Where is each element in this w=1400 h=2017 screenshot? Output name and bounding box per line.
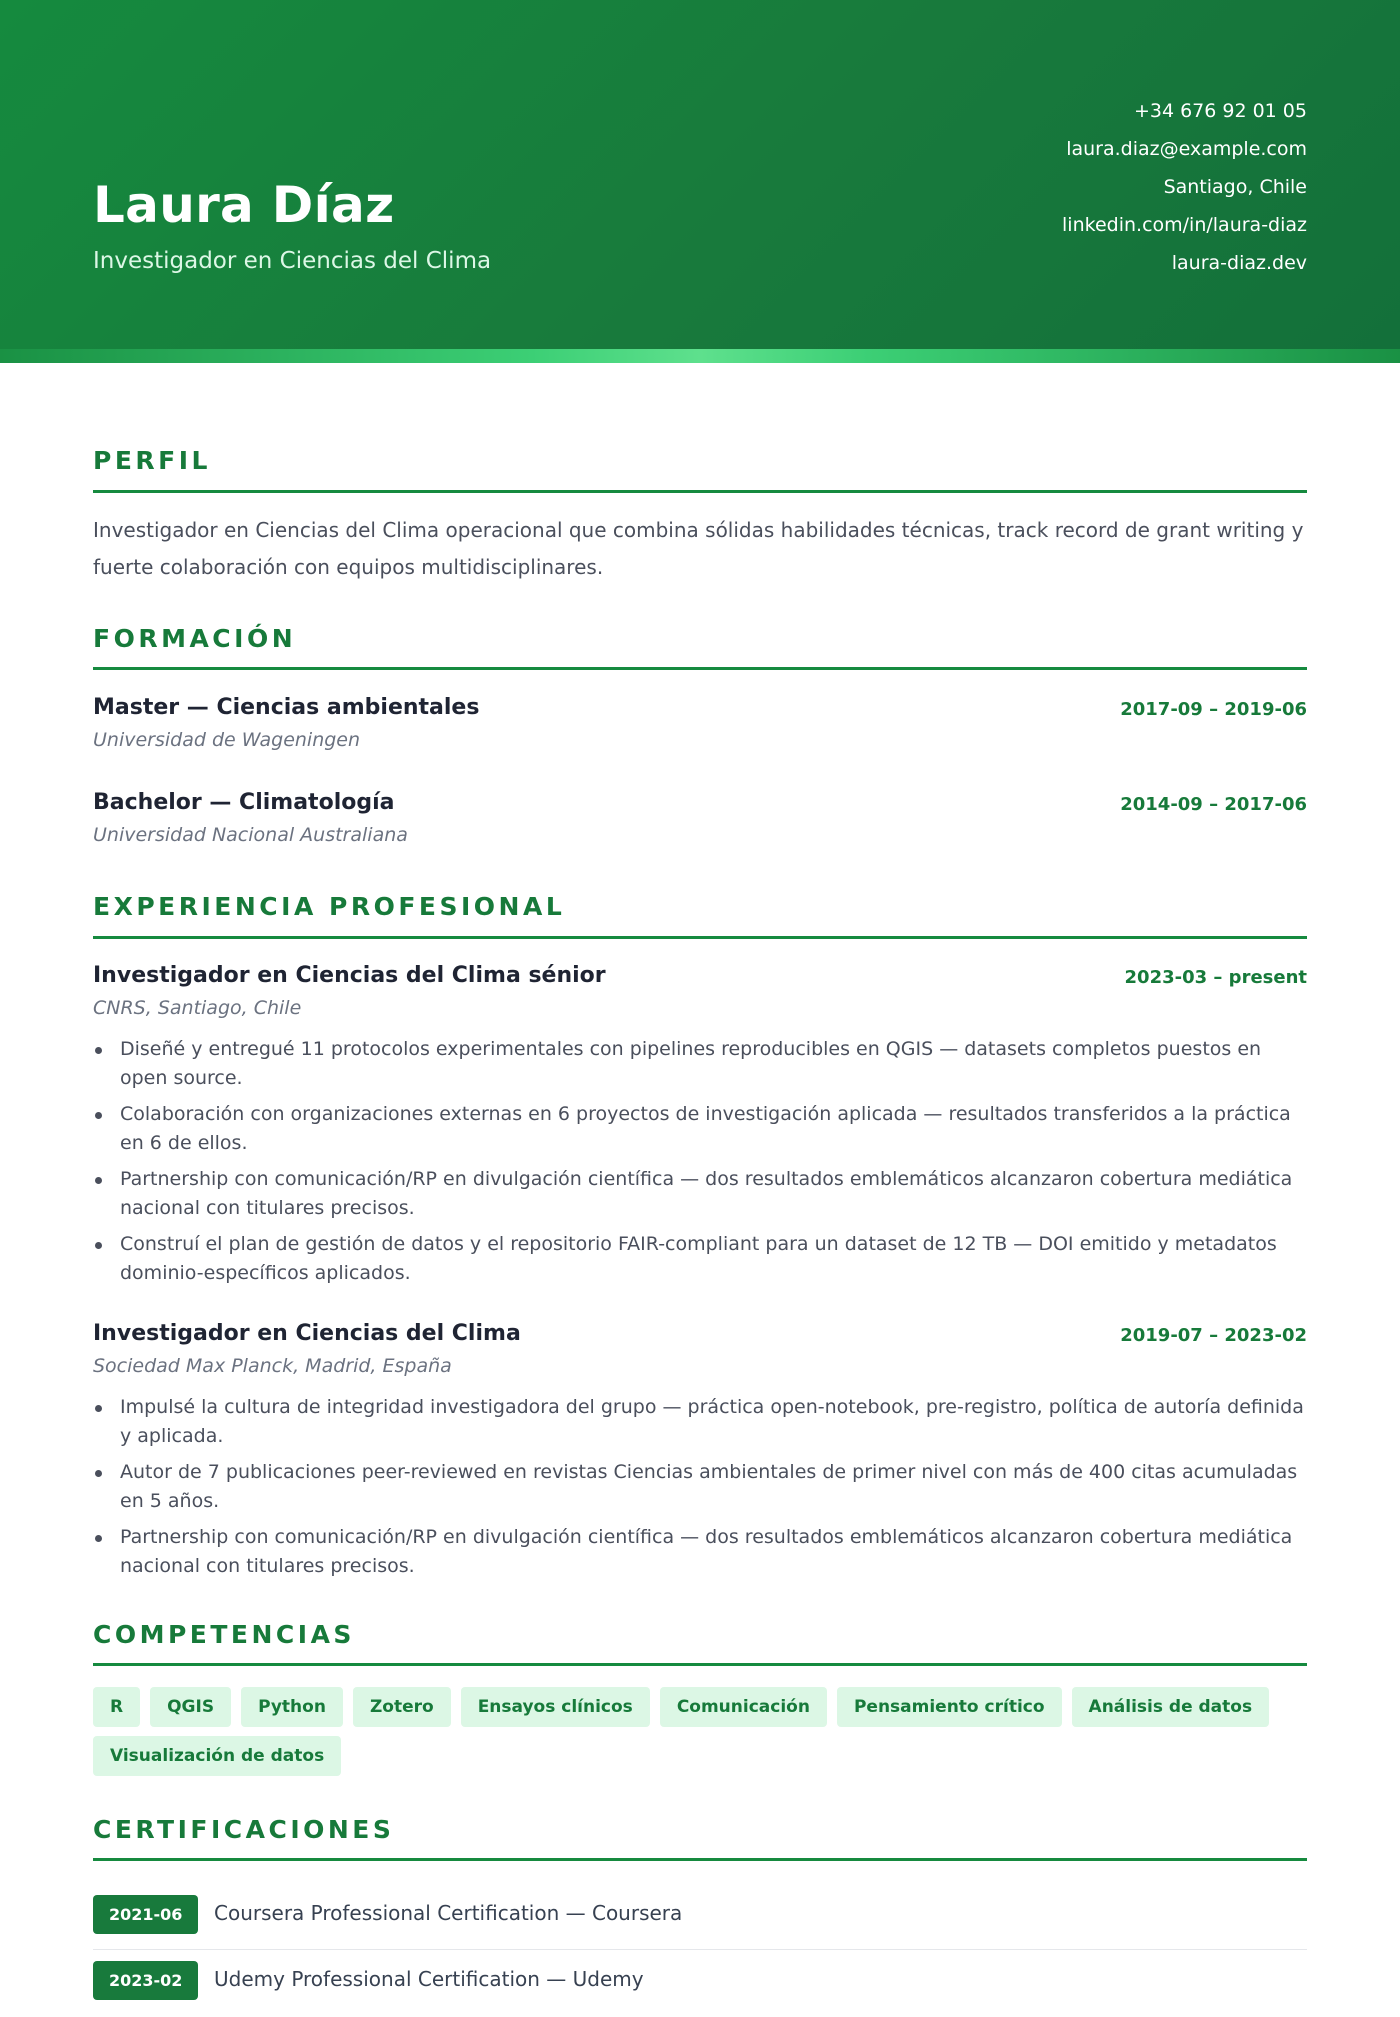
profile-summary: Investigador en Ciencias del Clima operacional que combina sólidas habilidades técnicas, track record de grant writing y fuerte colaboración con equipos multidisciplinares. bbox=[93, 518, 1304, 579]
list-item: Partnership con comunicación/RP en divulgación científica — dos resultados emblemáticos alcanzaron cobertura mediática nacional con titulares precisos. bbox=[93, 1523, 1307, 1581]
education-degree: Bachelor — Climatología bbox=[93, 790, 395, 815]
certification-name: Udemy Professional Certification — Udemy bbox=[214, 1967, 644, 1991]
contact-linkedin[interactable]: linkedin.com/in/laura-diaz bbox=[1062, 214, 1307, 236]
job-dates: 2023-03 – present bbox=[1124, 967, 1307, 988]
list-item: Colaboración con organizaciones externas en 6 proyectos de investigación aplicada — resultados transferidos a la práctica en 6 de ellos. bbox=[93, 1100, 1307, 1158]
job-organization: Sociedad Max Planck, Madrid, España bbox=[93, 1355, 452, 1377]
section-divider bbox=[93, 1663, 1307, 1666]
job-dates: 2019-07 – 2023-02 bbox=[1120, 1325, 1307, 1346]
contact-website[interactable]: laura-diaz.dev bbox=[1171, 252, 1307, 274]
job-role: Investigador en Ciencias del Clima sénior bbox=[93, 963, 606, 988]
skill-chip: R bbox=[93, 1687, 140, 1727]
skill-chip: Comunicación bbox=[660, 1687, 827, 1727]
contact-phone: +34 676 92 01 05 bbox=[1133, 100, 1307, 122]
education-degree: Master — Ciencias ambientales bbox=[93, 695, 480, 720]
list-item: Diseñé y entregué 11 protocolos experimentales con pipelines reproducibles en QGIS — datasets completos puestos en open source. bbox=[93, 1035, 1307, 1093]
skill-chip: Pensamiento crítico bbox=[837, 1687, 1062, 1727]
list-item: Autor de 7 publicaciones peer-reviewed en revistas Ciencias ambientales de primer nivel con más de 400 citas acumuladas en 5 años. bbox=[93, 1458, 1307, 1516]
section-divider bbox=[93, 667, 1307, 670]
job-organization: CNRS, Santiago, Chile bbox=[93, 997, 302, 1019]
education-school: Universidad de Wageningen bbox=[93, 729, 361, 751]
certification-item bbox=[93, 1895, 1307, 1951]
section-title-profile: PERFIL bbox=[93, 446, 211, 475]
section-title-experience: EXPERIENCIA PROFESIONAL bbox=[93, 892, 566, 921]
section-title-skills: COMPETENCIAS bbox=[93, 1620, 355, 1649]
contact-list bbox=[807, 96, 1307, 286]
skill-chip: Ensayos clínicos bbox=[461, 1687, 650, 1727]
contact-location: Santiago, Chile bbox=[1163, 176, 1307, 198]
list-item: Partnership con comunicación/RP en divulgación científica — dos resultados emblemáticos alcanzaron cobertura mediática nacional con titulares precisos. bbox=[93, 1165, 1307, 1223]
section-divider bbox=[93, 1858, 1307, 1861]
certification-divider bbox=[93, 1949, 1307, 1950]
education-school: Universidad Nacional Australiana bbox=[93, 824, 408, 846]
header-accent-bar bbox=[0, 349, 1400, 363]
section-title-education: FORMACIÓN bbox=[93, 624, 297, 653]
skills-list bbox=[93, 1687, 1307, 1785]
skill-chip: Visualización de datos bbox=[93, 1736, 341, 1776]
skill-chip: Zotero bbox=[353, 1687, 451, 1727]
section-divider bbox=[93, 490, 1307, 493]
list-item: Construí el plan de gestión de datos y el repositorio FAIR-compliant para un dataset de 12 TB — DOI emitido y metadatos dominio-específicos aplicados. bbox=[93, 1230, 1307, 1288]
education-dates: 2014-09 – 2017-06 bbox=[1120, 794, 1307, 815]
contact-email[interactable]: laura.diaz@example.com bbox=[1066, 138, 1307, 160]
certification-date-badge: 2021-06 bbox=[93, 1895, 198, 1934]
skill-chip: Análisis de datos bbox=[1072, 1687, 1270, 1727]
candidate-title: Investigador en Ciencias del Clima bbox=[93, 248, 492, 274]
education-dates: 2017-09 – 2019-06 bbox=[1120, 699, 1307, 720]
list-item: Impulsé la cultura de integridad investigadora del grupo — práctica open-notebook, pre-registro, política de autoría definida y aplicada. bbox=[93, 1393, 1307, 1451]
skill-chip: QGIS bbox=[150, 1687, 231, 1727]
certification-item bbox=[93, 1961, 1307, 2017]
skill-chip: Python bbox=[241, 1687, 343, 1727]
certification-name: Coursera Professional Certification — Coursera bbox=[214, 1901, 683, 1925]
certification-date-badge: 2023-02 bbox=[93, 1961, 198, 2000]
section-title-certifications: CERTIFICACIONES bbox=[93, 1815, 395, 1844]
job-achievements bbox=[93, 1393, 1307, 1588]
candidate-name: Laura Díaz bbox=[93, 176, 395, 234]
job-role: Investigador en Ciencias del Clima bbox=[93, 1321, 521, 1346]
job-achievements bbox=[93, 1035, 1307, 1295]
section-divider bbox=[93, 936, 1307, 939]
